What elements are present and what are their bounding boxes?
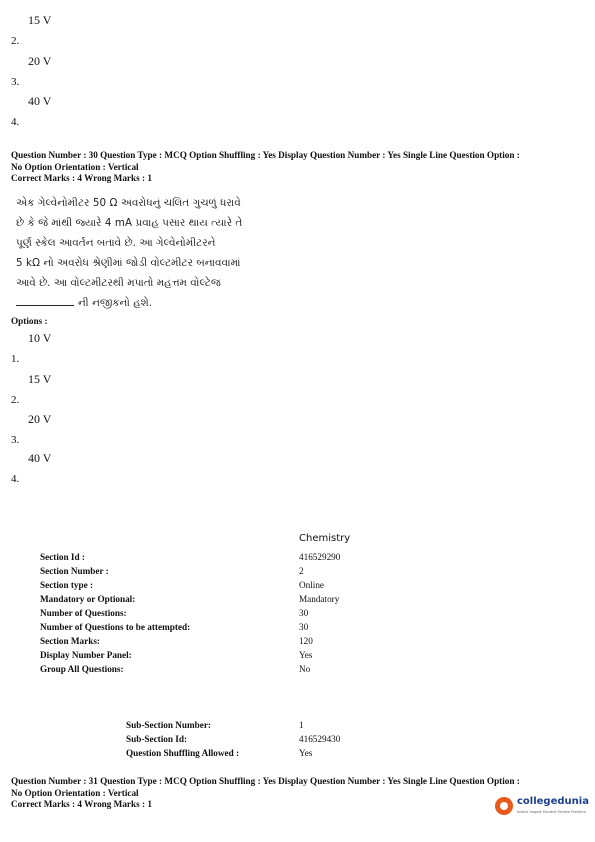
- option-3: [11, 412, 111, 446]
- question-marks: Correct Marks : 4 Wrong Marks : 1: [11, 799, 152, 809]
- option-4: [11, 94, 111, 128]
- num-questions-label: Number of Questions:: [40, 608, 127, 618]
- option-1: [11, 331, 111, 365]
- option-number: 2.: [11, 35, 20, 47]
- options-label: Options :: [11, 316, 48, 326]
- answer-blank: [16, 295, 74, 306]
- question-30-header: [11, 150, 520, 185]
- option-value: 20 V: [28, 54, 52, 68]
- question-31-header: [11, 776, 520, 811]
- shuffling-value: Yes: [299, 748, 313, 758]
- logo-tagline: India's largest Student Review Platform: [517, 810, 586, 814]
- num-questions-value: 30: [299, 608, 309, 618]
- option-value: 40 V: [28, 451, 52, 465]
- collegedunia-logo: [495, 795, 590, 823]
- section-title: Chemistry: [299, 533, 351, 544]
- option-2: [11, 372, 111, 406]
- question-marks: Correct Marks : 4 Wrong Marks : 1: [11, 173, 152, 183]
- option-value: 20 V: [28, 412, 52, 426]
- question-text-line: 5 kΩ નો અવરોધ શ્રેણીમાં જોડી વોલ્ટમીટર બનાવવામાં: [16, 257, 241, 269]
- section-number-label: Section Number :: [40, 566, 109, 576]
- option-value: 40 V: [28, 94, 52, 108]
- option-value: 15 V: [28, 372, 52, 386]
- subsection-id-value: 416529430: [299, 734, 341, 744]
- option-value: 10 V: [28, 331, 52, 345]
- section-type-value: Online: [299, 580, 325, 590]
- section-marks-label: Section Marks:: [40, 636, 100, 646]
- question-text-line: ની નજીકનો હશે.: [78, 297, 153, 309]
- group-all-label: Group All Questions:: [40, 664, 124, 674]
- logo-name: collegedunia: [517, 796, 589, 807]
- num-attempt-value: 30: [299, 622, 309, 632]
- question-text-line: એક ગેલ્વેનોમીટર 50 Ω અવરોધનું ચલિત ગુચળું ધરાવે: [16, 197, 241, 209]
- section-number-value: 2: [299, 566, 304, 576]
- mandatory-value: Mandatory: [299, 594, 340, 604]
- num-attempt-label: Number of Questions to be attempted:: [40, 622, 191, 632]
- option-number: 1.: [11, 353, 20, 365]
- question-text-line: પૂર્ણ સ્કેલ આવર્તન બતાવે છે. આ ગેલ્વેનોમીટરને: [16, 237, 216, 249]
- question-text-line: છે કે જે માંથી જ્યારે 4 mA પ્રવાહ પસાર થાય ત્યારે તે: [16, 217, 243, 229]
- option-2: [11, 13, 111, 47]
- section-type-label: Section type :: [40, 580, 94, 590]
- display-panel-label: Display Number Panel:: [40, 650, 132, 660]
- shuffling-label: Question Shuffling Allowed :: [126, 748, 240, 758]
- option-number: 2.: [11, 394, 20, 406]
- option-number: 4.: [11, 473, 20, 485]
- question-text-line: આવે છે. આ વોલ્ટમીટરથી મપાતો મહત્તમ વોલ્ટેજ: [16, 277, 221, 289]
- logo-mark-icon: [495, 797, 513, 815]
- question-header-line1: Question Number : 31 Question Type : MCQ Option Shuffling : Yes Display Question Number : Yes Single Line Question Option :: [11, 776, 520, 786]
- subsection-id-label: Sub-Section Id:: [126, 734, 188, 744]
- group-all-value: No: [299, 664, 311, 674]
- option-value: 15 V: [28, 13, 52, 27]
- subsection-number-value: 1: [299, 720, 304, 730]
- option-number: 4.: [11, 116, 20, 128]
- subsection-number-label: Sub-Section Number:: [126, 720, 211, 730]
- question-header-line1: Question Number : 30 Question Type : MCQ Option Shuffling : Yes Display Question Number : Yes Single Line Question Option :: [11, 150, 520, 160]
- section-id-value: 416529290: [299, 552, 341, 562]
- option-4: [11, 451, 111, 485]
- option-3: [11, 54, 111, 88]
- question-30-text: [16, 193, 268, 313]
- question-header-line2: No Option Orientation : Vertical: [11, 161, 139, 172]
- section-id-label: Section Id :: [40, 552, 85, 562]
- option-number: 3.: [11, 434, 20, 446]
- display-panel-value: Yes: [299, 650, 313, 660]
- section-marks-value: 120: [299, 636, 313, 646]
- question-header-line2: No Option Orientation : Vertical: [11, 787, 139, 798]
- option-number: 3.: [11, 76, 20, 88]
- mandatory-label: Mandatory or Optional:: [40, 594, 136, 604]
